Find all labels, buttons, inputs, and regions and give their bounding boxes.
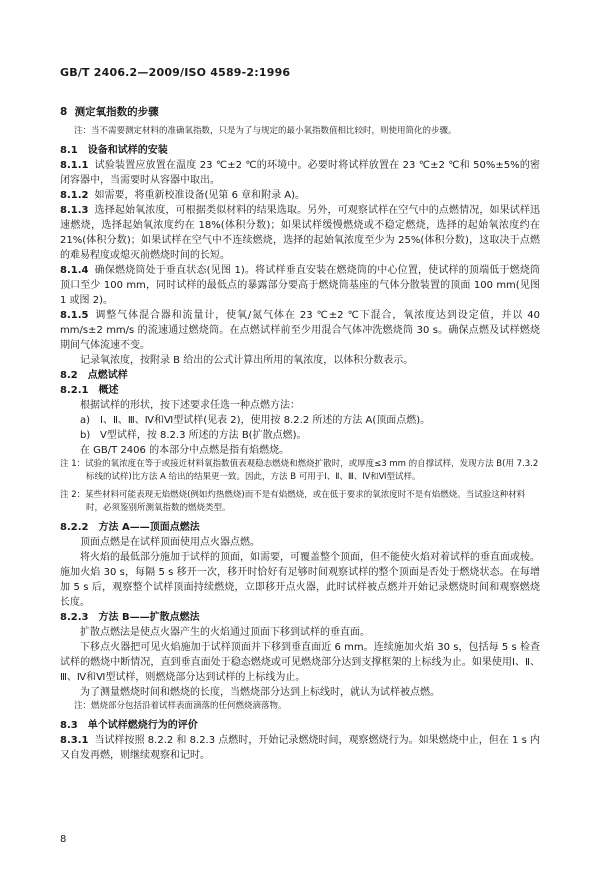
clause-8-1-3 (60, 203, 540, 263)
note-1: 注 1：试验的氧浓度在等于或接近材料氧指数值表观稳态燃烧和燃烧扩散时，或厚度≤3 mm 的自撑试样，发现方法 B(用 7.3.2 标线的试样)比方法 A 给出的结果更一致。因此，方法 B 可用于Ⅰ、Ⅱ、Ⅲ、Ⅳ和Ⅵ型试样。 (60, 459, 539, 482)
heading-8-2-3: 8.2.3 方法 B——扩散点燃法 (60, 612, 200, 623)
clause-text: 选择起始氧浓度，可根据类似材料的结果选取。另外，可观察试样在空气中的点燃情况，如果试样迅速燃烧，选择起始氧浓度约在 18%(体积分数)；如果试样缓慢燃烧或不稳定燃烧，选择的起始氧浓度约在 21%(体积分数)；如果试样在空气中不连续燃烧，选择的起始氧浓度至少为 25%(体积分数)，这取决于点燃的难易程度或熄灭前燃烧时间的长短。 (60, 205, 540, 261)
clause-number: 8.1.5 (60, 310, 89, 321)
clause-text: 调整气体混合器和流量计，使氧/氮气体在 23 ℃±2 ℃下混合，氧浓度达到设定值，并以 40 mm/s±2 mm/s 的流速通过燃烧筒。在点燃试样前至少用混合气体冲洗燃烧筒 30 s。确保点燃及试样燃烧期间气体流速不变。 (60, 310, 540, 351)
clause-8-3-1 (60, 733, 540, 763)
clause-number: 8.1.4 (60, 265, 89, 276)
paragraph-diffusion-ignition: 扩散点燃法是使点火器产生的火焰通过顶面下移到试样的垂直面。 (80, 627, 370, 638)
intro-note: 注：当不需要测定材料的准确氧指数，只是为了与规定的最小氧指数值相比较时，则使用简化的步骤。 (74, 126, 457, 136)
page-number: 8 (60, 834, 67, 845)
clause-number: 8.3.1 (60, 735, 89, 746)
clause-text: 确保燃烧筒处于垂直状态(见图 1)。将试样垂直安装在燃烧筒的中心位置，使试样的顶端低于燃烧筒顶口至少 100 mm，同时试样的最低点的暴露部分要高于燃烧筒基座的气体分散装置的顶面 100 mm(见图 1 或图 2)。 (60, 265, 540, 306)
note-2: 注 2：某些材料可能表现无焰燃烧(例如灼热燃烧)而不是有焰燃烧，或在低于要求的氧浓度时不是有焰燃烧。当试验这种材料时，必须鉴别所测氧指数的燃烧类型。 (60, 490, 526, 513)
clause-number: 8.1.3 (60, 205, 89, 216)
list-label: a) (80, 415, 91, 426)
paragraph-ignited-criterion: 为了测量燃烧时间和燃烧的长度，当燃烧部分达到上标线时，就认为试样被点燃。 (80, 687, 440, 698)
list-label: b) (80, 430, 91, 441)
clause-8-1-5 (60, 308, 540, 353)
paragraph-record-oxygen: 记录氧浓度，按附录 B 给出的公式计算出所用的氧浓度，以体积分数表示。 (80, 355, 414, 366)
heading-8-2: 8.2 点燃试样 (60, 370, 128, 381)
paragraph-flaming-definition: 在 GB/T 2406 的本部分中点燃是指有焰燃烧。 (80, 445, 290, 456)
heading-8-2-2: 8.2.2 方法 A——顶面点燃法 (60, 522, 200, 533)
section-title (60, 104, 540, 121)
paragraph-diffusion-procedure: 下移点火器把可见火焰施加于试样顶面并下移到垂直面近 6 mm。连续施加火焰 30 s，包括每 5 s 检查试样的燃烧中断情况，直到垂直面处于稳态燃烧或可见燃烧部分达到支撑框架的上标线为止。如果使用Ⅰ、Ⅱ、Ⅲ、Ⅳ和Ⅵ型试样，则燃烧部分达到试样的上标线为止。 (60, 642, 540, 683)
heading-8-1: 8.1 设备和试样的安装 (60, 145, 168, 156)
heading-8-3: 8.3 单个试样燃烧行为的评价 (60, 720, 198, 731)
clause-text: 当试样按照 8.2.2 和 8.2.3 点燃时，开始记录燃烧时间，观察燃烧行为。如果燃烧中止，但在 1 s 内又自发再燃，则继续观察和记时。 (60, 735, 540, 761)
clause-text: 试验装置应放置在温度 23 ℃±2 ℃的环境中。必要时将试样放置在 23 ℃±2 ℃和 50%±5%的密闭容器中，当需要时从容器中取出。 (60, 160, 540, 186)
clause-text: 如需要，将重新校准设备(见第 6 章和附录 A)。 (94, 190, 306, 201)
paragraph-ignition-choice: 根据试样的形状，按下述要求任选一种点燃方法： (80, 400, 300, 411)
page-content (60, 104, 540, 763)
clause-number: 8.1.1 (60, 160, 89, 171)
paragraph-top-ignition: 顶面点燃是在试样顶面使用点火器点燃。 (80, 537, 260, 548)
standard-header: GB/T 2406.2—2009/ISO 4589-2:1996 (60, 66, 291, 79)
section-title-text: 测定氧指数的步骤 (74, 106, 159, 118)
clause-8-1-4 (60, 263, 540, 308)
list-text: Ⅴ型试样，按 8.2.3 所述的方法 B(扩散点燃)。 (100, 430, 307, 441)
clause-number: 8.1.2 (60, 190, 89, 201)
list-text: Ⅰ、Ⅱ、Ⅲ、Ⅳ和Ⅵ型试样(见表 2)，使用按 8.2.2 所述的方法 A(顶面点燃)。 (100, 415, 431, 426)
note-burning-portion: 注：燃烧部分包括沿着试样表面滴落的任何燃烧滴落物。 (74, 701, 287, 711)
clause-8-1-1 (60, 158, 540, 188)
heading-8-2-1: 8.2.1 概述 (60, 385, 119, 396)
paragraph-top-ignition-procedure: 将火焰的最低部分施加于试样的顶面，如需要，可覆盖整个顶面，但不能使火焰对着试样的垂直面或棱。施加火焰 30 s，每隔 5 s 移开一次，移开时恰好有足够时间观察试样的整个顶面是否处于燃烧状态。在每增加 5 s 后，观察整个试样顶面持续燃烧，立即移开点火器，此时试样被点燃并开始记录燃烧时间和观察燃烧长度。 (60, 552, 540, 608)
list-item-a (60, 413, 540, 428)
clause-8-1-2 (60, 188, 540, 203)
list-item-b (60, 428, 540, 443)
section-number: 8 (60, 106, 68, 118)
